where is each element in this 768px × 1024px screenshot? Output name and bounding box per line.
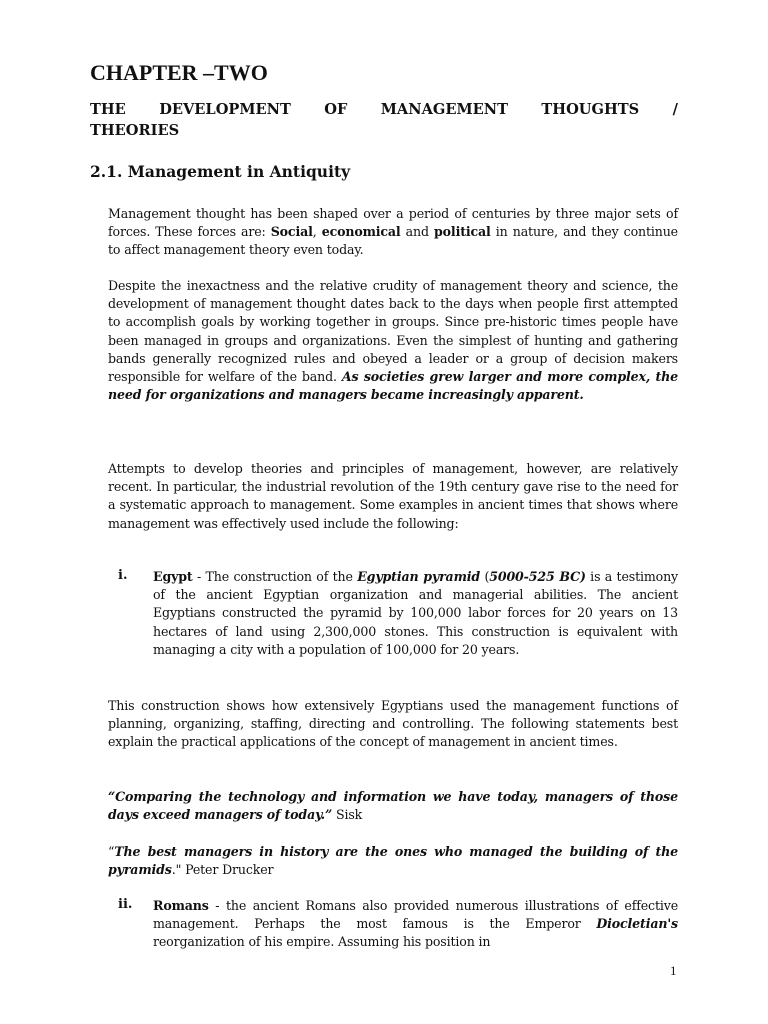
- quote-drucker-text: The best managers in history are the ones who managed the building of the pyramids: [108, 844, 678, 878]
- title-word: THOUGHTS: [541, 101, 640, 118]
- title-word: /: [672, 101, 678, 118]
- chapter-title-line-1: [90, 99, 678, 120]
- paragraph-history: Despite the inexactness and the relative crudity of management theory and science, the development of management thought dates back to the days when people first attempted to accomplish goals by working together in groups. Since pre-historic times people have been managed in groups and organizations. Even the simplest of hunting and gathering bands generally recognized rules and obeyed a leader or a group of decision makers responsible for welfare of the band. As societies grew larger and more complex, the need for organizations and managers became increasingly apparent.: [108, 278, 678, 403]
- term-economical: economical: [321, 224, 401, 240]
- page-number: 1: [670, 963, 677, 978]
- title-word: OF: [324, 101, 348, 118]
- title-word: THE: [90, 101, 126, 118]
- quote-sisk: [108, 788, 678, 824]
- chapter-heading: CHAPTER –TWO: [90, 60, 268, 85]
- term-social: Social: [270, 224, 313, 240]
- section-heading: 2.1. Management in Antiquity: [90, 162, 351, 181]
- list-number: i.: [118, 568, 128, 583]
- list-body-romans: Romans - the ancient Romans also provided numerous illustrations of effective management. Perhaps the most famous is the Emperor Diocletian's reorganization of his empire. Assuming his position in: [153, 898, 678, 950]
- term-dates: 5000-525 BC): [489, 569, 586, 584]
- label-egypt: Egypt: [153, 569, 193, 584]
- term-diocletian: Diocletian's: [596, 916, 678, 932]
- term-egyptian-pyramid: Egyptian pyramid: [357, 569, 481, 584]
- list-body-egypt: Egypt - The construction of the Egyptian pyramid (5000-525 BC) is a testimony of the ancient Egyptian organization and managerial abilities. The ancient Egyptians constructed the pyramid by 100,000 labor forces for 20 years on 13 hectares of land using 2,300,000 stones. This construction is equivalent with managing a city with a population of 100,000 for 20 years.: [153, 569, 679, 657]
- title-word: DEVELOPMENT: [159, 101, 291, 118]
- list-number: ii.: [118, 897, 133, 912]
- quote-drucker: “The best managers in history are the ones who managed the building of the pyramids." Peter Drucker: [108, 844, 678, 878]
- chapter-title-line-2: THEORIES: [90, 122, 180, 139]
- label-romans: Romans: [153, 898, 209, 913]
- paragraph-forces: Management thought has been shaped over a period of centuries by three major sets of forces. These forces are: Social, economical and political in nature, and they continue to affect management theory even today.: [108, 206, 678, 258]
- chapter-title: [90, 99, 678, 141]
- paragraph-recent: Attempts to develop theories and principles of management, however, are relatively recent. In particular, the industrial revolution of the 19th century gave rise to the need for a systematic approach to management. Some examples in ancient times that shows where management was effectively used include the following:: [108, 461, 678, 531]
- term-political: political: [434, 224, 491, 240]
- quote-sisk-text: “Comparing the technology and information we have today, managers of those days exceed managers of today.”: [108, 789, 678, 823]
- title-word: MANAGEMENT: [380, 101, 508, 118]
- paragraph-construction: This construction shows how extensively Egyptians used the management functions of planning, organizing, staffing, directing and controlling. The following statements best explain the practical applications of the concept of management in ancient times.: [108, 698, 678, 750]
- quote-drucker-author: ." Peter Drucker: [171, 862, 274, 878]
- emphasis-societies: As societies grew larger and more complex, the need for organizations and managers became increasingly apparent.: [108, 369, 678, 403]
- quote-sisk-author: Sisk: [332, 807, 363, 823]
